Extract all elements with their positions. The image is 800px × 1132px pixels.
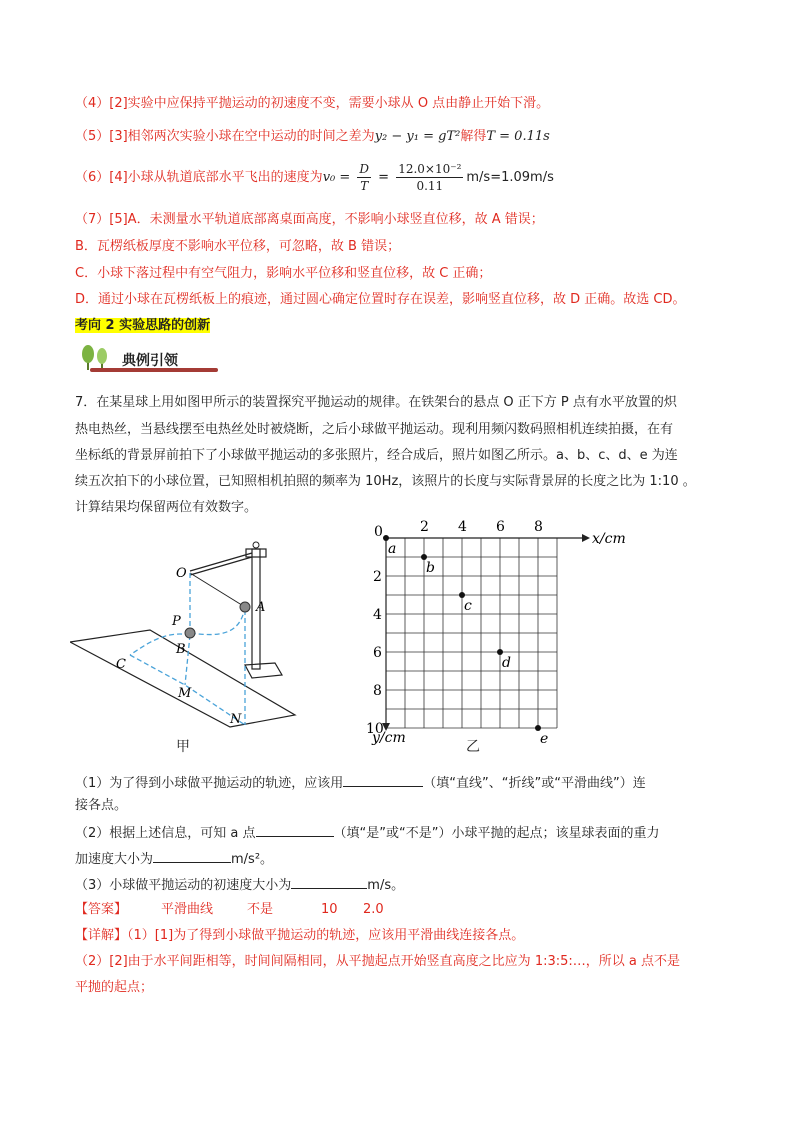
x-tick-label: 6 <box>496 519 505 535</box>
banner-label: 典例引领 <box>122 353 178 369</box>
question-line-3: 坐标纸的背景屏前拍下了小球做平抛运动的多张照片，经合成后，照片如图乙所示。a、b、c、d、e 为连 <box>75 448 678 463</box>
fraction-numerator-2: 12.0×10⁻² <box>398 162 462 176</box>
label-b: B <box>176 642 186 657</box>
detail-text-1: （1）[1]为了得到小球做平抛运动的轨迹，应该用平滑曲线连接各点。 <box>127 928 525 943</box>
stand-knob <box>253 542 259 548</box>
label-a: A <box>256 600 266 615</box>
subquestion-3 <box>75 874 404 896</box>
solution-line-5 <box>75 127 550 147</box>
label-o: O <box>176 566 187 581</box>
point-label-d: d <box>502 655 511 671</box>
subquestion-2-hint: （填“是”或“不是”）小球平抛的起点；该星球表面的重力 <box>333 826 660 841</box>
solution-line-5-result: T = 0.11s <box>486 129 550 144</box>
solution-line-5-mid: 解得 <box>460 129 487 144</box>
detail-line-3: 平抛的起点； <box>75 980 154 995</box>
solution-line-4: （4）[2]实验中应保持平抛运动的初速度不变，需要小球从 O 点由静止开始下滑。 <box>75 96 550 111</box>
stand-arm-lower <box>190 557 252 575</box>
label-c: C <box>116 657 126 672</box>
solution-line-7b: B．瓦楞纸板厚度不影响水平位移，可忽略，故 B 错误； <box>75 239 401 254</box>
answer-row <box>75 900 384 920</box>
fraction-denominator: T <box>360 179 369 193</box>
solution-line-6-fraction-2 <box>396 161 463 194</box>
solution-line-6-fraction <box>357 161 371 194</box>
figure-jia <box>70 535 310 745</box>
ball-a <box>240 602 250 612</box>
subquestion-1-cont: 接各点。 <box>75 798 128 813</box>
vertical-drop <box>185 635 190 685</box>
detail-line-2: （2）[2]由于水平间距相等，时间间隔相同，从平抛起点开始竖直高度之比应为 1:3:5:…，所以 a 点不是 <box>75 954 681 969</box>
example-banner <box>78 344 218 374</box>
subquestion-2-text: （2）根据上述信息，可知 a 点 <box>75 826 256 841</box>
y-tick-label: 4 <box>373 607 382 623</box>
subquestion-1-text: （1）为了得到小球做平抛运动的轨迹，应该用 <box>75 776 344 791</box>
y-tick-label: 10 <box>366 721 384 737</box>
stand-base <box>245 663 282 678</box>
answer-blank-4[interactable] <box>291 874 367 889</box>
stand-clamp <box>246 549 266 557</box>
answer-blank-2[interactable] <box>256 822 334 837</box>
x-tick-label: 4 <box>458 519 467 535</box>
subquestion-2 <box>75 822 659 844</box>
solution-line-7a: （7）[5]A．未测量水平轨道底部离桌面高度，不影响小球竖直位移，故 A 错误； <box>75 212 544 227</box>
ball-p <box>185 628 195 638</box>
caption-jia: 甲 <box>176 739 190 755</box>
figure-yi <box>360 518 630 748</box>
question-line-1: 7．在某星球上用如图甲所示的装置探究平抛运动的规律。在铁架台的悬点 O 正下方 P 点有水平放置的炽 <box>75 395 677 410</box>
caption-yi: 乙 <box>466 739 480 755</box>
label-m: M <box>178 686 192 701</box>
answer-blank-1[interactable] <box>343 772 423 787</box>
solution-line-7c: C．小球下落过程中有空气阻力，影响水平位移和竖直位移，故 C 正确； <box>75 266 492 281</box>
detail-line-1 <box>75 926 524 946</box>
y-axis-label: y/cm <box>372 730 406 746</box>
subquestion-2-end: 。 <box>260 852 274 867</box>
label-p: P <box>172 614 181 629</box>
photo-points <box>383 535 548 747</box>
fraction-denominator-2: 0.11 <box>416 179 444 193</box>
solution-line-6-post: m/s=1.09m/s <box>466 170 554 185</box>
swing-arc <box>190 607 245 635</box>
origin-label: 0 <box>374 524 383 540</box>
question-line-2: 热电热丝，当悬线摆至电热丝处时被烧断，之后小球做平抛运动。现利用频闪数码照相机连续拍摄，在有 <box>75 422 674 437</box>
point-label-a: a <box>388 541 397 557</box>
y-tick-labels <box>366 569 384 737</box>
point-label-b: b <box>426 560 435 576</box>
answer-2: 不是 <box>247 902 274 917</box>
grid-lines <box>386 538 557 728</box>
solution-line-6-lhs: v₀ = <box>322 170 355 185</box>
solution-line-5-equation: y₂ − y₁ = gT² <box>374 129 461 144</box>
solution-line-6 <box>75 160 554 196</box>
answer-4: 2.0 <box>363 902 384 917</box>
stand-arm <box>190 553 252 571</box>
section-heading-text: 考向 2 实验思路的创新 <box>75 318 211 333</box>
string-oa <box>190 573 245 607</box>
subquestion-2-cont <box>75 848 273 870</box>
detail-label: 【详解】 <box>75 928 128 943</box>
answer-label: 【答案】 <box>75 902 128 917</box>
solution-line-6-text: （6）[4]小球从轨道底部水平飞出的速度为 <box>75 170 323 185</box>
point-label-e: e <box>540 731 549 747</box>
y-tick-label: 2 <box>373 569 382 585</box>
solution-line-6-eq: = <box>374 170 394 185</box>
answer-3: 10 <box>321 902 338 917</box>
subquestion-1-hint: （填“直线”、“折线”或“平滑曲线”）连 <box>423 776 646 791</box>
x-tick-labels <box>420 519 543 535</box>
y-tick-label: 6 <box>373 645 382 661</box>
subquestion-3-text: （3）小球做平抛运动的初速度大小为 <box>75 878 292 893</box>
section-heading <box>75 316 210 336</box>
fraction-numerator: D <box>359 162 370 176</box>
subquestion-2-gravity-text: 加速度大小为 <box>75 852 154 867</box>
y-tick-label: 8 <box>373 683 382 699</box>
label-n: N <box>230 712 242 727</box>
x-axis-label: x/cm <box>592 531 626 547</box>
subquestion-1 <box>75 772 646 794</box>
answer-1: 平滑曲线 <box>161 902 214 917</box>
solution-line-5-text: （5）[3]相邻两次实验小球在空中运动的时间之差为 <box>75 129 375 144</box>
x-tick-label: 8 <box>534 519 543 535</box>
answer-blank-3[interactable] <box>153 848 231 863</box>
axes <box>382 534 590 731</box>
solution-line-7d: D．通过小球在瓦楞纸板上的痕迹，通过圆心确定位置时存在误差，影响竖直位移，故 D 正确。故选 CD。 <box>75 292 686 307</box>
question-line-4: 续五次拍下的小球位置，已知照相机拍照的频率为 10Hz，该照片的长度与实际背景屏的长度之比为 1:10 。 <box>75 474 696 489</box>
point-label-c: c <box>464 598 472 614</box>
subquestion-3-unit: m/s。 <box>367 878 405 893</box>
question-line-5: 计算结果均保留两位有效数字。 <box>75 500 258 515</box>
x-tick-label: 2 <box>420 519 429 535</box>
x-axis-arrow <box>582 534 590 542</box>
subquestion-2-unit: m/s² <box>231 852 261 867</box>
